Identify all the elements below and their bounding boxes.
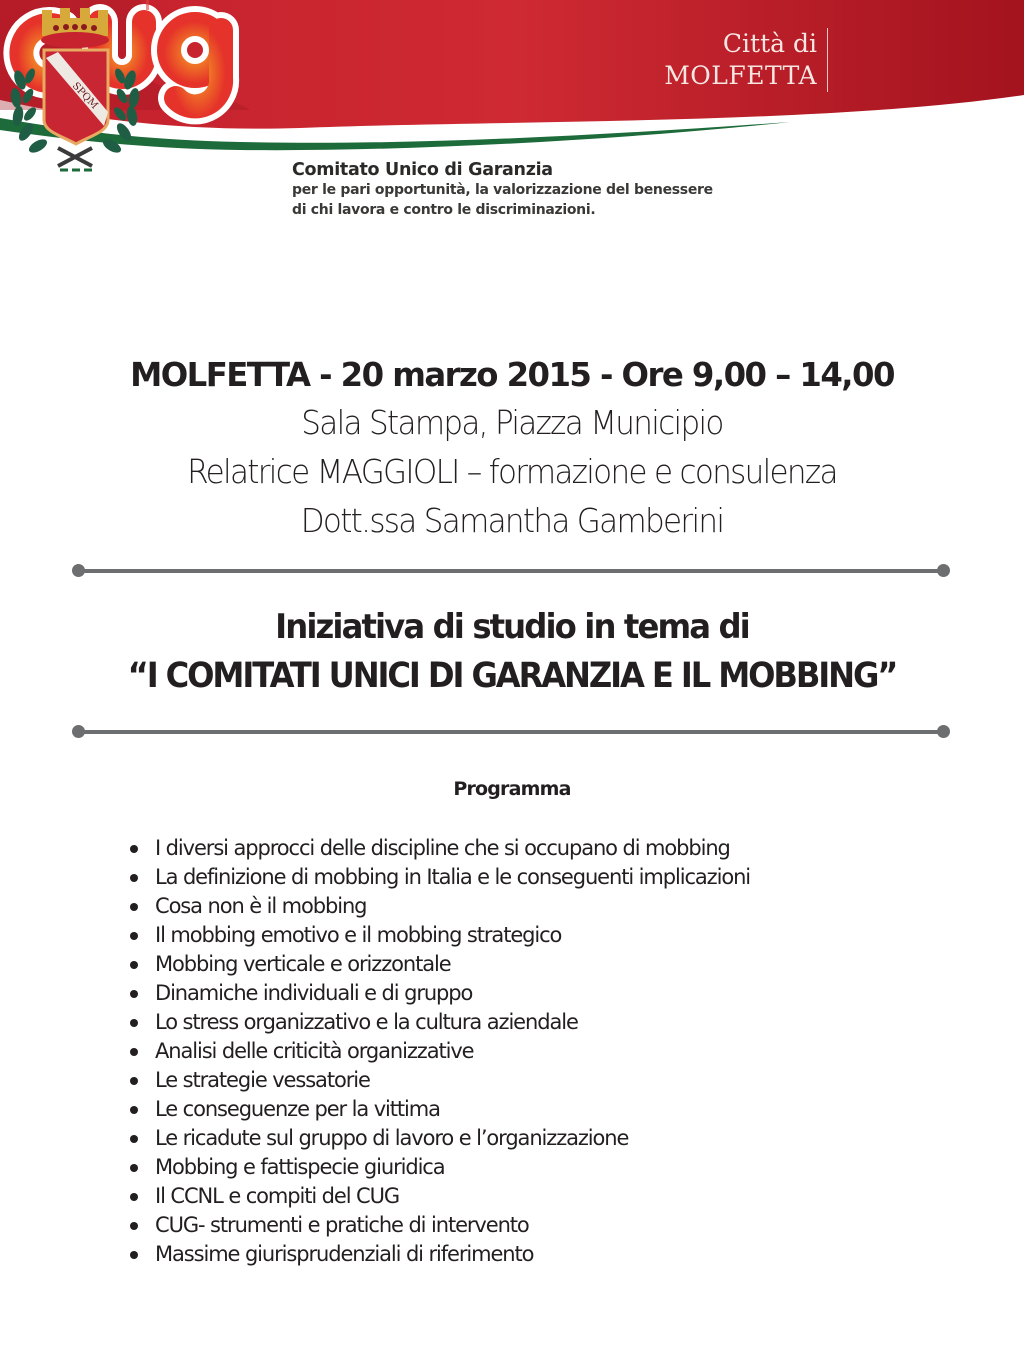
topic-title: “I COMITATI UNICI DI GARANZIA E IL MOBBING”: [127, 656, 897, 696]
committee-block: [292, 160, 713, 220]
program-item-text: Cosa non è il mobbing: [155, 894, 367, 918]
header-banner: [0, 0, 1024, 250]
bullet-icon: [130, 1164, 138, 1172]
bullet-icon: [130, 1222, 138, 1230]
program-item-text: Analisi delle criticità organizzative: [155, 1039, 474, 1063]
event-details: [0, 352, 1024, 545]
program-item-text: La definizione di mobbing in Italia e le conseguenti implicazioni: [155, 865, 751, 889]
program-item: [128, 1240, 750, 1269]
city-crest-icon: [0, 0, 150, 180]
bullet-icon: [130, 1077, 138, 1085]
program-item: [128, 1182, 750, 1211]
program-item-text: Le conseguenze per la vittima: [155, 1097, 440, 1121]
shield-icon: [44, 50, 108, 144]
bullet-icon: [130, 1135, 138, 1143]
event-venue: Sala Stampa, Piazza Municipio: [301, 403, 723, 442]
corner-mark: [146, 0, 149, 10]
program-item-text: Il CCNL e compiti del CUG: [155, 1184, 400, 1208]
program-item-text: Le strategie vessatorie: [155, 1068, 370, 1092]
program-item-text: Mobbing verticale e orizzontale: [155, 952, 451, 976]
program-item-text: Le ricadute sul gruppo di lavoro e l’organizzazione: [155, 1126, 629, 1150]
program-item: [128, 1211, 750, 1240]
divider-dot-right: [937, 725, 950, 738]
bullet-icon: [130, 961, 138, 969]
divider-line: [78, 730, 944, 734]
program-item: [128, 892, 750, 921]
city-name-block: [664, 28, 828, 92]
program-item: [128, 1066, 750, 1095]
ribbon-icon: [58, 148, 92, 170]
program-item: [128, 834, 750, 863]
event-speaker-org: Relatrice MAGGIOLI – formazione e consulenza: [187, 452, 837, 491]
program-item: [128, 1008, 750, 1037]
divider-top: [72, 564, 950, 578]
program-item: [128, 979, 750, 1008]
program-item: [128, 1153, 750, 1182]
committee-subtitle-line2: di chi lavora e contro le discriminazioni.: [292, 202, 596, 218]
program-item-text: Lo stress organizzativo e la cultura aziendale: [155, 1010, 578, 1034]
program-item-text: I diversi approcci delle discipline che si occupano di mobbing: [155, 836, 730, 860]
bullet-icon: [130, 1106, 138, 1114]
divider-dot-left: [72, 564, 85, 577]
city-name: MOLFETTA: [664, 61, 817, 90]
bullet-icon: [130, 874, 138, 882]
divider-bottom: [72, 725, 950, 739]
crown-icon: [41, 8, 109, 48]
bullet-icon: [130, 990, 138, 998]
program-title: Programma: [453, 778, 571, 800]
program-item: [128, 863, 750, 892]
committee-subtitle-line1: per le pari opportunità, la valorizzazione del benessere: [292, 182, 713, 198]
city-prefix: Città di: [722, 29, 817, 58]
topic-block: [0, 603, 1024, 701]
topic-intro: Iniziativa di studio in tema di: [275, 607, 749, 647]
divider-dot-right: [937, 564, 950, 577]
crest-motto: SPQM: [69, 80, 100, 112]
program-item-text: Dinamiche individuali e di gruppo: [155, 981, 473, 1005]
committee-title: Comitato Unico di Garanzia: [292, 160, 553, 180]
program-item: [128, 921, 750, 950]
program-item-text: Mobbing e fattispecie giuridica: [155, 1155, 445, 1179]
program-item: [128, 1124, 750, 1153]
program-item-text: CUG- strumenti e pratiche di intervento: [155, 1213, 529, 1237]
program-list: [128, 834, 750, 1269]
event-speaker-name: Dott.ssa Samantha Gamberini: [300, 501, 724, 540]
program-item: [128, 1037, 750, 1066]
bullet-icon: [130, 1251, 138, 1259]
bullet-icon: [130, 903, 138, 911]
program-item-text: Massime giurisprudenziali di riferimento: [155, 1242, 534, 1266]
bullet-icon: [130, 932, 138, 940]
bullet-icon: [130, 845, 138, 853]
program-item-text: Il mobbing emotivo e il mobbing strategico: [155, 923, 562, 947]
program-item: [128, 1095, 750, 1124]
bullet-icon: [130, 1048, 138, 1056]
divider-dot-left: [72, 725, 85, 738]
program-item: [128, 950, 750, 979]
divider-line: [78, 569, 944, 573]
bullet-icon: [130, 1019, 138, 1027]
event-headline: MOLFETTA - 20 marzo 2015 - Ore 9,00 – 14,00: [130, 355, 894, 394]
bullet-icon: [130, 1193, 138, 1201]
